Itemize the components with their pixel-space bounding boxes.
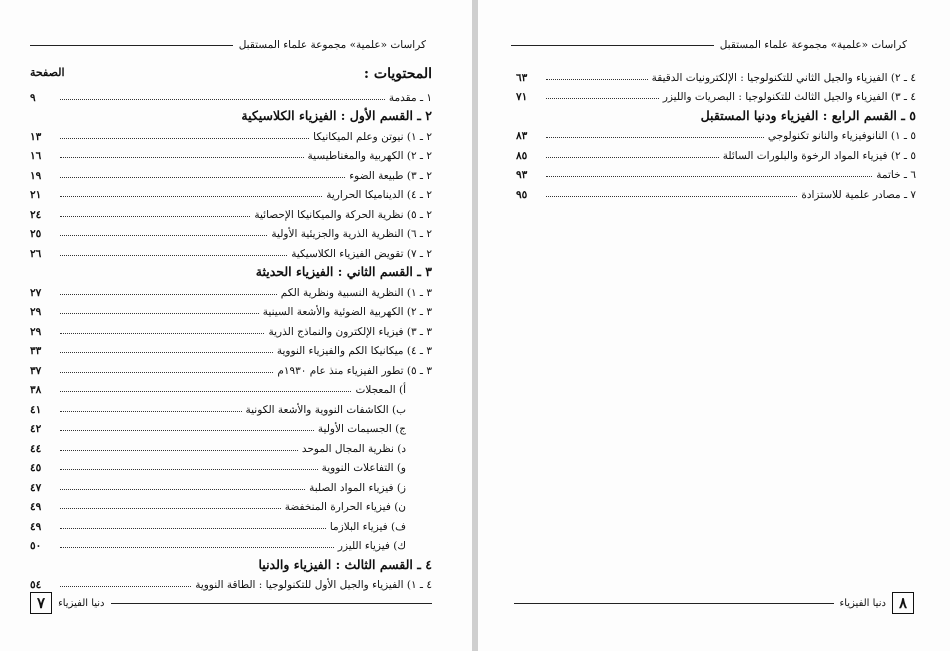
toc-entry-label: ٤ ـ ٢) الفيزياء والجيل الثاني للتكنولوجيا : الإلكترونيات الدقيقة <box>651 71 916 84</box>
toc-page-number: ٤٢ <box>30 423 42 435</box>
toc-entries-left <box>30 84 432 591</box>
header-rule <box>30 45 233 46</box>
toc-page-number: ١٣ <box>30 130 42 143</box>
toc-page-number: ٢٩ <box>30 325 42 338</box>
footer-rule <box>111 603 433 604</box>
toc-page-number: ٦٣ <box>516 71 528 84</box>
toc-page-number: ٢٤ <box>30 208 42 221</box>
toc-entry <box>30 435 432 455</box>
toc-entry-label: ف) فيزياء البلازما <box>329 520 406 533</box>
dot-leader <box>60 138 309 139</box>
toc-page-number: ٤٥ <box>30 462 42 474</box>
toc-entry <box>30 494 432 514</box>
dot-leader <box>546 137 764 138</box>
dot-leader <box>546 79 648 80</box>
toc-page-number: ٤٩ <box>30 520 42 533</box>
toc-entry-label: ٢ ـ القسم الأول : الفيزياء الكلاسيكية <box>241 108 432 123</box>
page-number: ٧ <box>30 592 52 614</box>
toc-entry-label: ن) فيزياء الحرارة المنخفضة <box>284 501 406 513</box>
toc-entry <box>30 299 432 319</box>
toc-page-number: ٤٤ <box>30 442 42 455</box>
toc-entry-label: ٢ ـ ٥) نظرية الحركة والميكانيكا الإحصائية <box>254 208 432 221</box>
toc-entry-label: ٢ ـ ١) نيوتن وعلم الميكانيكا <box>313 130 432 143</box>
dot-leader <box>60 411 242 412</box>
toc-entry-label: ٢ ـ ٣) طبيعة الضوء <box>349 169 432 182</box>
dot-leader <box>60 508 281 509</box>
toc-entry-label: ٣ ـ ٤) ميكانيكا الكم والفيزياء النووية <box>276 345 432 357</box>
toc-entry-label: ٢ ـ ٦) النظرية الذرية والجزيئية الأولية <box>271 228 432 240</box>
toc-entry-label: ٥ ـ القسم الرابع : الفيزياء ودنيا المستقبل <box>700 107 916 123</box>
toc-entry-label: ١ ـ مقدمة <box>388 91 432 104</box>
dot-leader <box>60 547 334 548</box>
toc-entry <box>30 474 432 494</box>
toc-page-number: ٤٩ <box>30 501 42 513</box>
toc-entry-label: ٥ ـ ٢) فيزياء المواد الرخوة والبلورات السائلة <box>722 149 916 162</box>
toc-page-number: ١٩ <box>30 169 42 182</box>
toc-entry <box>516 64 916 84</box>
toc-entry <box>30 318 432 338</box>
dot-leader <box>60 450 298 451</box>
header-text: كراسات «علمية» مجموعة علماء المستقبل <box>719 39 907 51</box>
dot-leader <box>60 391 351 392</box>
toc-page-number: ٣٣ <box>30 345 42 357</box>
dot-leader <box>60 372 273 373</box>
toc-entry <box>516 181 916 201</box>
toc-entry-label: ٣ ـ ٢) الكهربية الضوئية والأشعة السينية <box>262 306 432 318</box>
toc-entry <box>30 279 432 299</box>
dot-leader <box>60 177 345 178</box>
toc-page-number: ٢١ <box>30 189 42 201</box>
dot-leader <box>60 430 314 431</box>
toc-entry <box>30 162 432 182</box>
header-text: كراسات «علمية» مجموعة علماء المستقبل <box>238 39 426 51</box>
toc-page-number: ٤١ <box>30 403 42 416</box>
toc-entry-label: ٤ ـ ١) الفيزياء والجيل الأول للتكنولوجيا : الطاقة النووية <box>195 579 432 591</box>
toc-page-number: ٤٧ <box>30 481 42 494</box>
toc-page-number: ٣٨ <box>30 384 42 396</box>
toc-entry-label: ز) فيزياء المواد الصلبة <box>309 481 406 494</box>
toc-entry <box>30 533 432 553</box>
toc-page-number: ٣٧ <box>30 364 42 377</box>
toc-heading-row <box>30 66 432 82</box>
toc-entry <box>516 123 916 143</box>
toc-section-heading <box>30 104 432 124</box>
toc-entry-label: ٧ ـ مصادر علمية للاستزادة <box>801 188 916 201</box>
dot-leader <box>546 98 659 99</box>
toc-page-number: ٧١ <box>516 91 528 103</box>
dot-leader <box>60 352 273 353</box>
header-rule <box>511 45 714 46</box>
toc-section-heading <box>30 260 432 280</box>
toc-section-heading <box>30 552 432 572</box>
toc-entry-label: ب) الكاشفات النووية والأشعة الكونية <box>245 403 406 416</box>
toc-entry <box>30 455 432 475</box>
dot-leader <box>60 489 305 490</box>
toc-entry-label: ٣ ـ ٣) فيزياء الإلكترون والنماذج الذرية <box>268 325 432 338</box>
footer-text: دنيا الفيزياء <box>839 597 886 609</box>
toc-entry <box>516 162 916 182</box>
page-number: ٨ <box>892 592 914 614</box>
toc-entry-label: أ) المعجلات <box>355 384 406 396</box>
toc-entry-label: ٣ ـ ٥) تطور الفيزياء منذ عام ١٩٣٠م <box>277 364 432 377</box>
dot-leader <box>546 176 872 177</box>
dot-leader <box>60 469 318 470</box>
toc-entry-label: ك) فيزياء الليزر <box>337 540 406 552</box>
toc-page-number: ٢٦ <box>30 247 42 260</box>
toc-title: المحتويات : <box>363 66 432 82</box>
dot-leader <box>60 99 385 100</box>
dot-leader <box>60 255 287 256</box>
footer-rule <box>514 603 834 604</box>
toc-page-number: ٩٣ <box>516 169 528 181</box>
toc-entry <box>30 396 432 416</box>
toc-page-number: ٥٠ <box>30 540 42 552</box>
toc-entry <box>30 416 432 436</box>
toc-entry <box>30 123 432 143</box>
toc-page-number: ٨٥ <box>516 149 528 162</box>
toc-entry-label: ٣ ـ ١) النظرية النسبية ونظرية الكم <box>280 286 432 299</box>
toc-page-number: ٩ <box>30 91 36 104</box>
toc-entry-label: ٢ ـ ٢) الكهربية والمغناطيسية <box>307 150 432 162</box>
running-header <box>511 38 913 52</box>
page-footer <box>30 592 432 614</box>
toc-page-number: ١٦ <box>30 150 42 162</box>
toc-section-heading <box>516 103 916 123</box>
dot-leader <box>60 586 191 587</box>
toc-page-number: ٥٤ <box>30 579 42 591</box>
dot-leader <box>60 528 326 529</box>
toc-entry <box>30 513 432 533</box>
toc-entry-label: د) نظرية المجال الموحد <box>301 442 406 455</box>
toc-page-number: ٨٣ <box>516 130 528 142</box>
dot-leader <box>60 294 277 295</box>
toc-page-number: ٢٥ <box>30 228 42 240</box>
dot-leader <box>60 333 264 334</box>
toc-entry <box>30 338 432 358</box>
dot-leader <box>546 157 719 158</box>
dot-leader <box>60 235 267 236</box>
page-column-label: الصفحة <box>30 66 65 79</box>
toc-entry <box>516 142 916 162</box>
dot-leader <box>60 157 304 158</box>
toc-entry <box>516 84 916 104</box>
dot-leader <box>60 216 250 217</box>
toc-entry-label: ٢ ـ ٤) الديناميكا الحرارية <box>326 189 432 201</box>
toc-page-number: ٢٧ <box>30 286 42 299</box>
toc-entry <box>30 377 432 397</box>
toc-entry <box>30 221 432 241</box>
toc-entry <box>30 201 432 221</box>
toc-entry-label: ٤ ـ القسم الثالث : الفيزياء والدنيا <box>258 556 432 572</box>
toc-page-number: ٩٥ <box>516 188 528 201</box>
toc-entry <box>30 357 432 377</box>
toc-entry-label: ٢ ـ ٧) تقويض الفيزياء الكلاسيكية <box>291 247 432 260</box>
toc-entry <box>30 182 432 202</box>
toc-entry-label: ٦ ـ خاتمة <box>876 169 916 181</box>
right-page <box>478 0 950 651</box>
toc-entry-label: ٣ ـ القسم الثاني : الفيزياء الحديثة <box>255 264 432 279</box>
dot-leader <box>546 196 797 197</box>
dot-leader <box>60 313 259 314</box>
toc-entry <box>30 143 432 163</box>
toc-entry-label: ٤ ـ ٣) الفيزياء والجيل الثالث للتكنولوجيا : البصريات والليزر <box>662 91 916 103</box>
toc-entries-right <box>516 64 916 201</box>
toc-entry-label: ٥ ـ ١) النانوفيزياء والنانو تكنولوجي <box>767 130 916 142</box>
toc-entry-label: و) التفاعلات النووية <box>321 462 406 474</box>
footer-text: دنيا الفيزياء <box>58 597 105 609</box>
toc-entry <box>30 240 432 260</box>
dot-leader <box>60 196 322 197</box>
page-footer <box>514 592 914 614</box>
toc-page-number: ٢٩ <box>30 306 42 318</box>
running-header <box>30 38 432 52</box>
toc-entry <box>30 572 432 592</box>
toc-entry <box>30 84 432 104</box>
toc-entry-label: ج) الجسيمات الأولية <box>317 423 406 435</box>
left-page <box>0 0 472 651</box>
